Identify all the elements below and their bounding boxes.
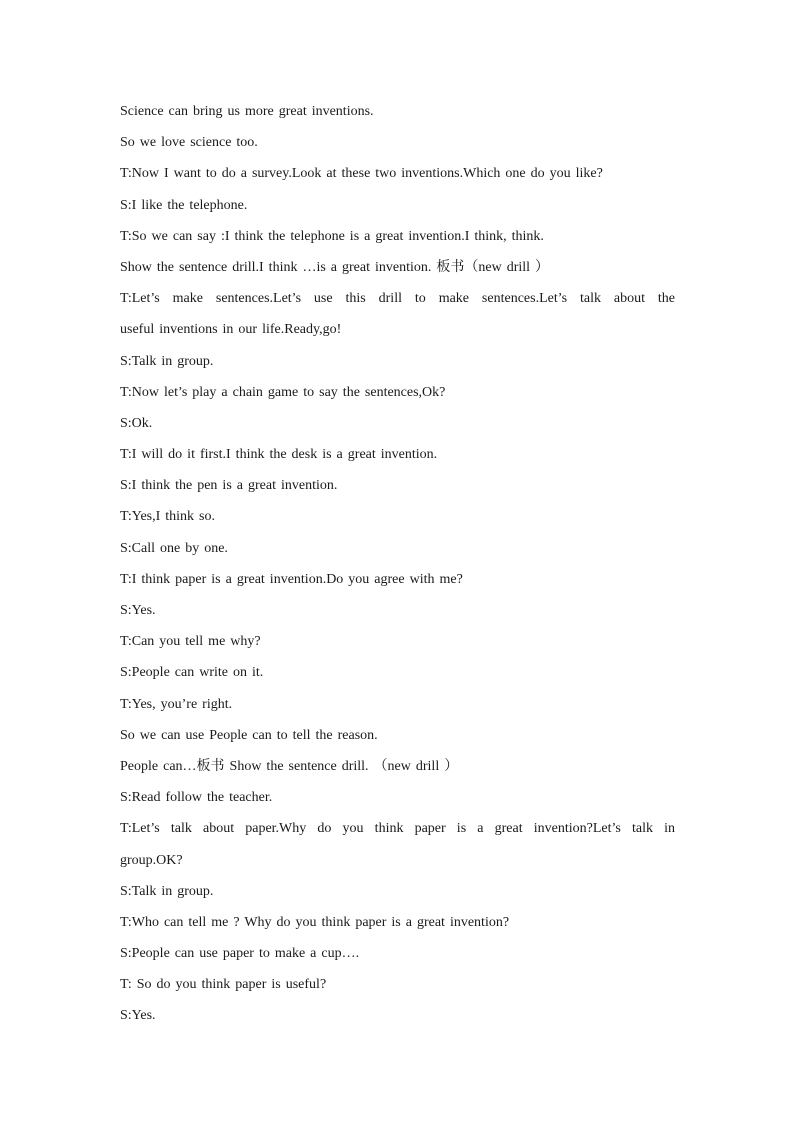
text-line: T:Let’s talk about paper.Why do you think paper is a great invention?Let’s talk in — [120, 821, 675, 837]
text-line: S:Talk in group. — [120, 353, 214, 369]
text-line: S:I think the pen is a great invention. — [120, 478, 338, 494]
text-line: T:Who can tell me ? Why do you think paper is a great invention? — [120, 914, 510, 930]
text-line: T:Let’s make sentences.Let’s use this drill to make sentences.Let’s talk about the — [120, 291, 675, 307]
text-line: S:Ok. — [120, 415, 153, 431]
text-line: T:Now I want to do a survey.Look at these two inventions.Which one do you like? — [120, 166, 603, 182]
text-line: S:Yes. — [120, 1008, 156, 1024]
text-line: So we can use People can to tell the reason. — [120, 727, 378, 743]
document-body — [120, 101, 675, 1037]
text-line: group.OK? — [120, 852, 183, 868]
text-line: S:Talk in group. — [120, 883, 214, 899]
text-line: S:Yes. — [120, 603, 156, 618]
text-line: useful inventions in our life.Ready,go! — [120, 322, 342, 338]
text-line: T:I think paper is a great invention.Do you agree with me? — [120, 571, 463, 587]
text-line: People can…板书 Show the sentence drill. （new drill ） — [120, 758, 459, 774]
text-line: S:I like the telephone. — [120, 197, 248, 213]
text-line: S:People can use paper to make a cup…. — [120, 946, 360, 962]
text-line: T:So we can say :I think the telephone is a great invention.I think, think. — [120, 228, 544, 244]
text-line: T:Can you tell me why? — [120, 634, 261, 650]
text-line: Show the sentence drill.I think …is a great invention. 板书（new drill ） — [120, 259, 550, 275]
text-line: T:Now let’s play a chain game to say the sentences,Ok? — [120, 384, 446, 400]
text-line: S:People can write on it. — [120, 665, 264, 681]
text-line: Science can bring us more great inventions. — [120, 104, 374, 119]
text-line: So we love science too. — [120, 135, 258, 151]
text-line: S:Read follow the teacher. — [120, 790, 273, 806]
text-line: T:Yes, you’re right. — [120, 696, 233, 712]
text-line: T:I will do it first.I think the desk is a great invention. — [120, 447, 438, 463]
text-line: T: So do you think paper is useful? — [120, 977, 327, 993]
text-line: S:Call one by one. — [120, 540, 228, 556]
text-line: T:Yes,I think so. — [120, 509, 216, 525]
